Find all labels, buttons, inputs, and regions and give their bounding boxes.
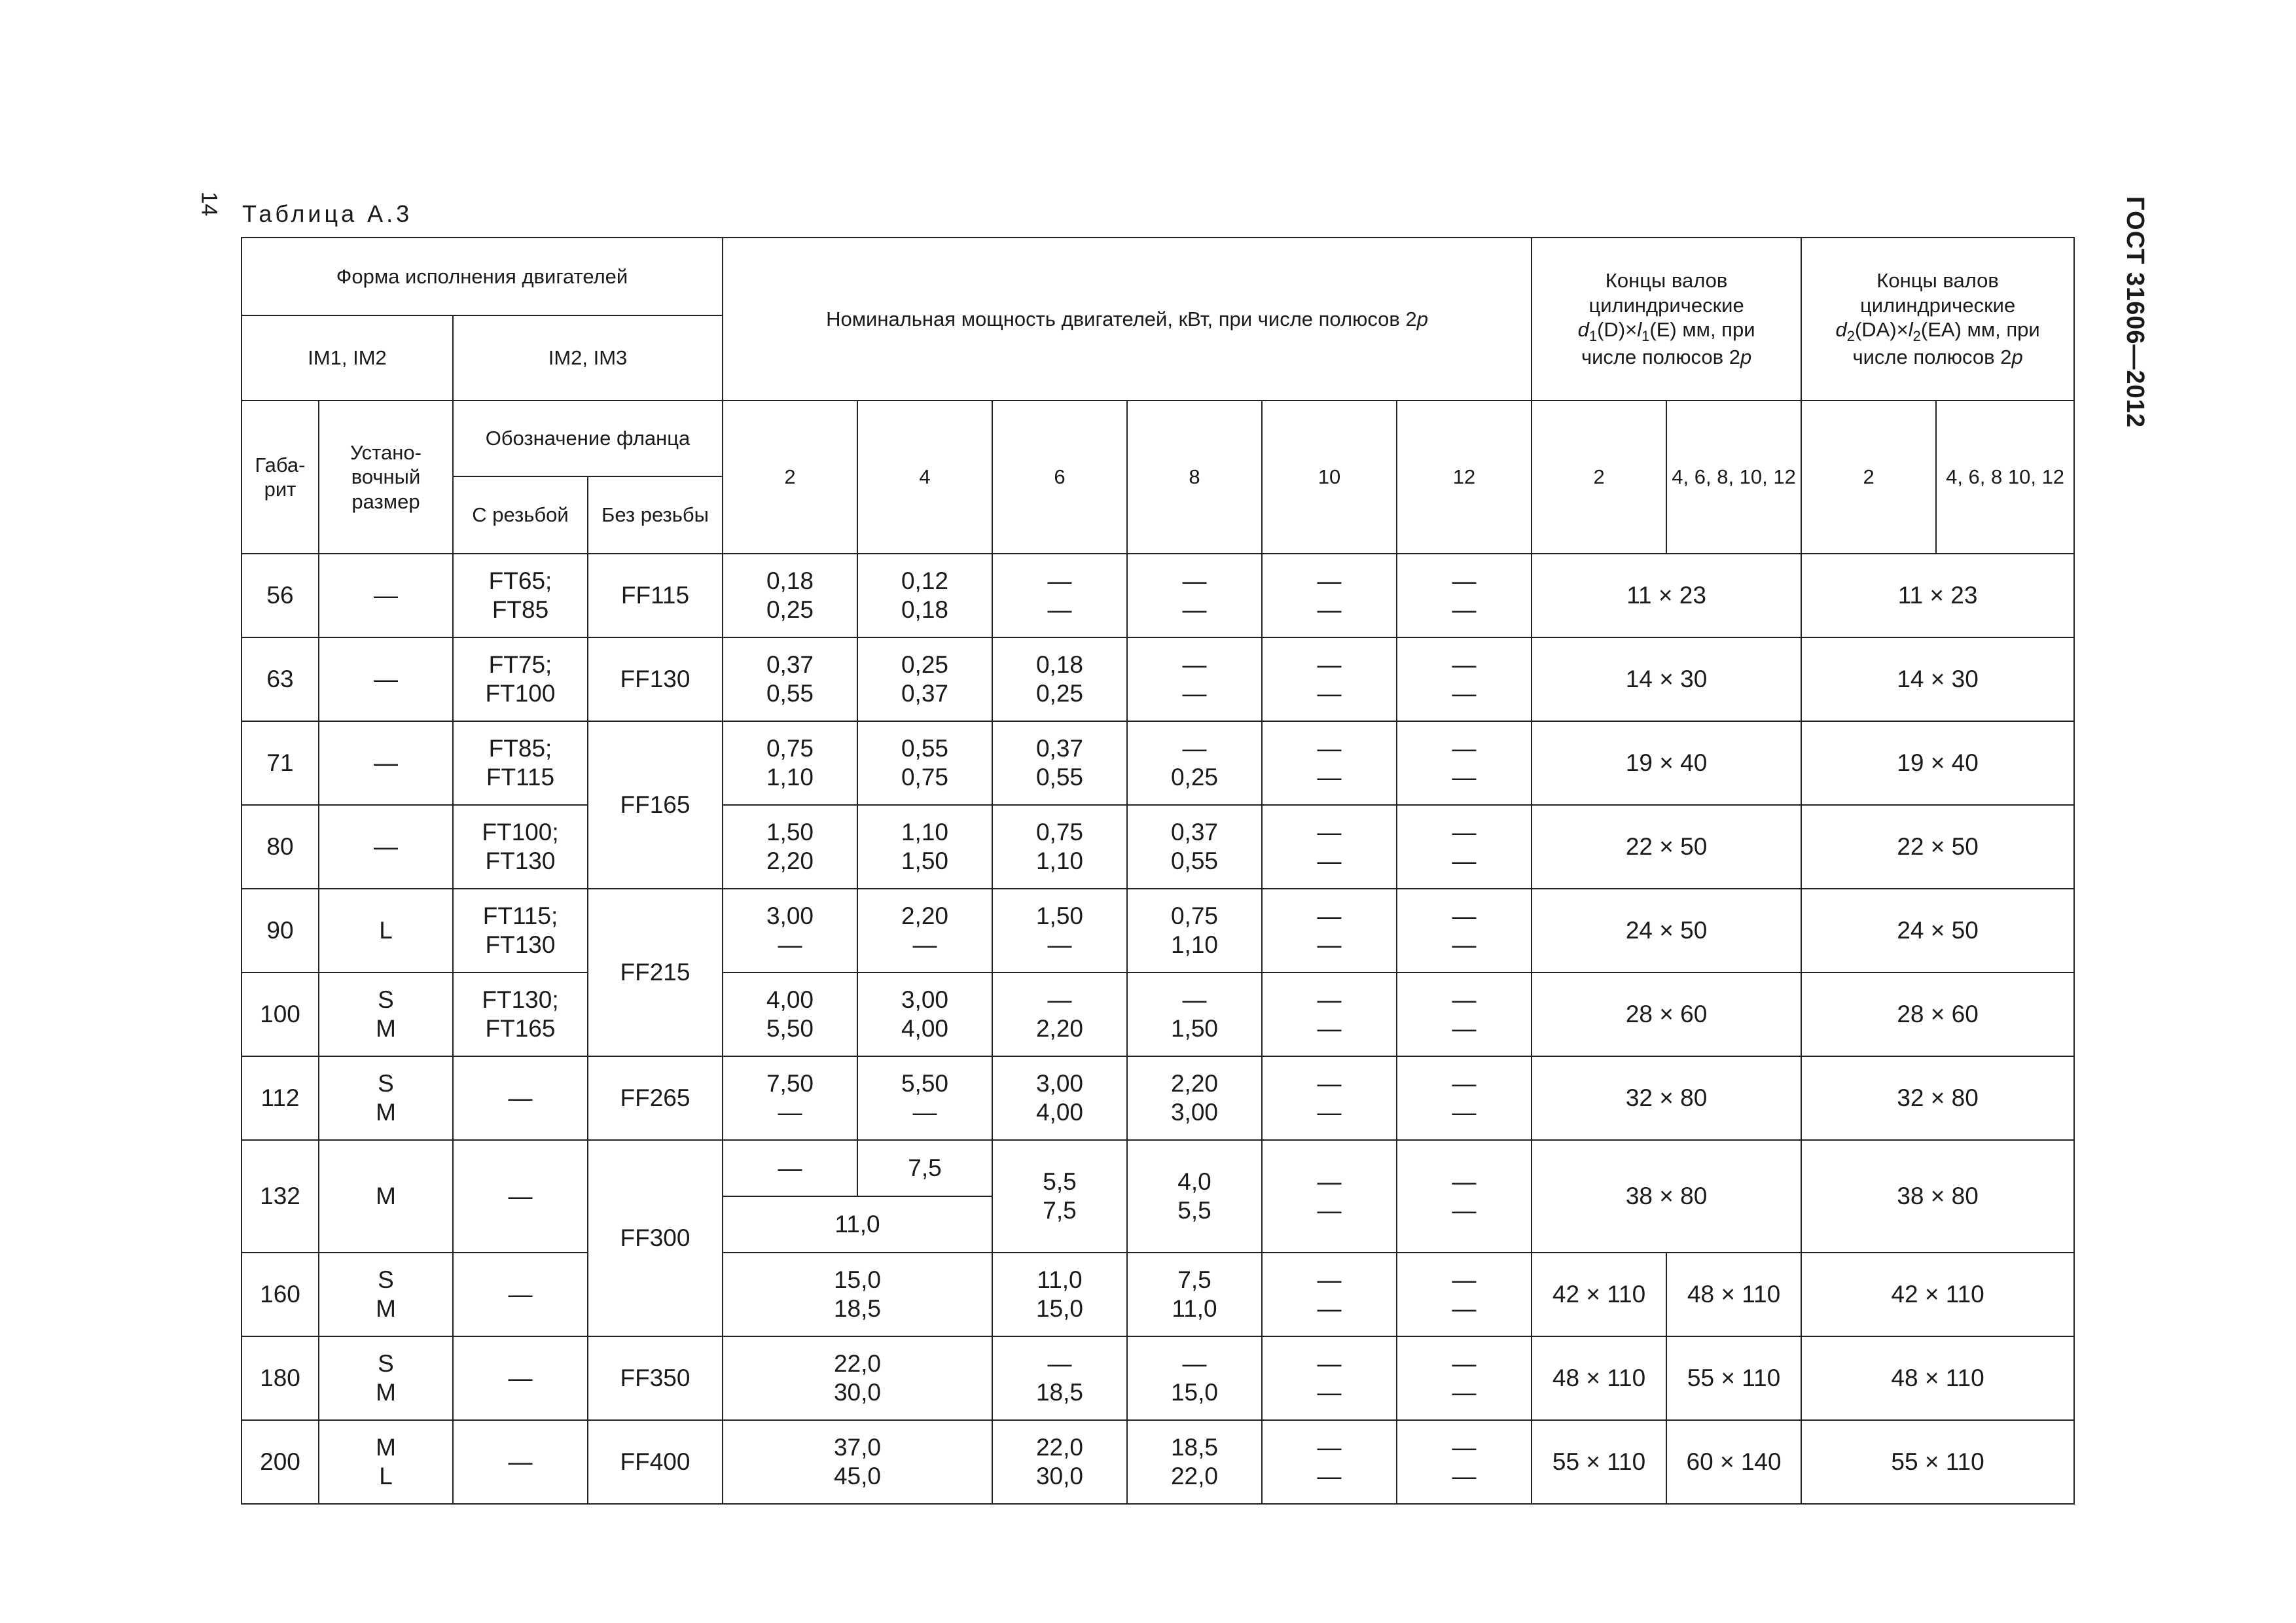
header-shaft-poles-d: 4, 6, 8 10, 12	[1936, 401, 2074, 554]
cell-frame: 56	[242, 554, 319, 637]
document-code: ГОСТ 31606—2012	[2121, 196, 2149, 429]
cell-p8: — —	[1127, 637, 1262, 721]
header-frame: Габа- рит	[242, 401, 319, 554]
cell-ft: FT75; FT100	[453, 637, 588, 721]
cell-ff: FF265	[588, 1056, 723, 1140]
cell-d1b: 55 × 110	[1666, 1336, 1801, 1420]
cell-mount: —	[319, 554, 453, 637]
cell-d2: 24 × 50	[1801, 889, 2074, 972]
cell-p8: — —	[1127, 554, 1262, 637]
cell-mount: M	[319, 1140, 453, 1253]
cell-frame: 112	[242, 1056, 319, 1140]
cell-d2: 38 × 80	[1801, 1140, 2074, 1253]
cell-mount: S M	[319, 1056, 453, 1140]
cell-p2: 3,00 —	[723, 889, 857, 972]
table-row	[242, 1253, 2074, 1336]
cell-p4: 1,10 1,50	[857, 805, 992, 889]
cell-p12: — —	[1397, 1140, 1532, 1253]
cell-d1b: 48 × 110	[1666, 1253, 1801, 1336]
cell-p6: 0,75 1,10	[992, 805, 1127, 889]
cell-p24-bottom: 11,0	[723, 1196, 992, 1253]
cell-d2: 48 × 110	[1801, 1336, 2074, 1420]
cell-d1a: 48 × 110	[1532, 1336, 1666, 1420]
cell-p4: 3,00 4,00	[857, 972, 992, 1056]
cell-p12: — —	[1397, 805, 1532, 889]
header-pole-4: 4	[857, 401, 992, 554]
cell-p8: — 0,25	[1127, 721, 1262, 805]
cell-frame: 80	[242, 805, 319, 889]
cell-p24: 22,0 30,0	[723, 1336, 992, 1420]
cell-d1b: 60 × 140	[1666, 1420, 1801, 1504]
cell-d2: 22 × 50	[1801, 805, 2074, 889]
cell-mount: S M	[319, 1336, 453, 1420]
cell-p2: 0,18 0,25	[723, 554, 857, 637]
header-flange: Обозначение фланца	[453, 401, 723, 476]
cell-p10: — —	[1262, 889, 1397, 972]
cell-ft: FT115; FT130	[453, 889, 588, 972]
cell-p4: 0,12 0,18	[857, 554, 992, 637]
cell-p6: 0,37 0,55	[992, 721, 1127, 805]
cell-d1: 11 × 23	[1532, 554, 1801, 637]
table-row	[242, 889, 2074, 972]
header-im1-im2: IM1, IM2	[242, 315, 453, 401]
cell-mount: L	[319, 889, 453, 972]
cell-ft: —	[453, 1056, 588, 1140]
page-number: 14	[196, 191, 222, 217]
header-threaded: С резьбой	[453, 476, 588, 554]
cell-p6: 11,0 15,0	[992, 1253, 1127, 1336]
cell-p8: 2,20 3,00	[1127, 1056, 1262, 1140]
cell-p12: — —	[1397, 1420, 1532, 1504]
cell-p4: 5,50 —	[857, 1056, 992, 1140]
cell-d2: 11 × 23	[1801, 554, 2074, 637]
cell-mount: S M	[319, 1253, 453, 1336]
cell-p8: — 15,0	[1127, 1336, 1262, 1420]
cell-p2: 0,37 0,55	[723, 637, 857, 721]
header-engine-form: Форма исполнения двигателей	[242, 238, 723, 315]
table-row	[242, 1420, 2074, 1504]
cell-p6: — —	[992, 554, 1127, 637]
cell-ff: FF300	[588, 1140, 723, 1336]
cell-mount: —	[319, 721, 453, 805]
table-row	[242, 1336, 2074, 1420]
cell-p6: 5,5 7,5	[992, 1140, 1127, 1253]
cell-frame: 63	[242, 637, 319, 721]
table-row	[242, 805, 2074, 889]
cell-p6: 22,0 30,0	[992, 1420, 1127, 1504]
cell-d1a: 55 × 110	[1532, 1420, 1666, 1504]
cell-d2: 55 × 110	[1801, 1420, 2074, 1504]
cell-p10: — —	[1262, 972, 1397, 1056]
cell-ft: —	[453, 1140, 588, 1253]
cell-d1: 19 × 40	[1532, 721, 1801, 805]
cell-d1: 32 × 80	[1532, 1056, 1801, 1140]
cell-p8: 0,37 0,55	[1127, 805, 1262, 889]
header-pole-6: 6	[992, 401, 1127, 554]
cell-p4-top: 7,5	[857, 1140, 992, 1196]
cell-p8: — 1,50	[1127, 972, 1262, 1056]
cell-p6: — 18,5	[992, 1336, 1127, 1420]
cell-ff: FF115	[588, 554, 723, 637]
cell-p10: — —	[1262, 1253, 1397, 1336]
header-power: Номинальная мощность двигателей, кВт, при числе полюсов 2p	[723, 238, 1532, 401]
cell-p12: — —	[1397, 721, 1532, 805]
cell-p12: — —	[1397, 1253, 1532, 1336]
cell-d2: 32 × 80	[1801, 1056, 2074, 1140]
cell-d1: 14 × 30	[1532, 637, 1801, 721]
table-row	[242, 554, 2074, 637]
header-unthreaded: Без резьбы	[588, 476, 723, 554]
cell-ft: FT100; FT130	[453, 805, 588, 889]
engine-dimensions-table	[241, 237, 2075, 1505]
cell-d1: 22 × 50	[1532, 805, 1801, 889]
header-shaft-ends-d1: Концы валов цилиндрические $d_1(D)\times l_1(E)$ мм, при числе полюсов 2p	[1532, 238, 1801, 401]
cell-p8: 7,5 11,0	[1127, 1253, 1262, 1336]
cell-d1a: 42 × 110	[1532, 1253, 1666, 1336]
cell-p4: 0,25 0,37	[857, 637, 992, 721]
header-pole-8: 8	[1127, 401, 1262, 554]
cell-ff: FF165	[588, 721, 723, 889]
cell-mount: S M	[319, 972, 453, 1056]
cell-p12: — —	[1397, 1056, 1532, 1140]
cell-p10: — —	[1262, 637, 1397, 721]
cell-p2: 4,00 5,50	[723, 972, 857, 1056]
cell-frame: 200	[242, 1420, 319, 1504]
cell-ft: FT85; FT115	[453, 721, 588, 805]
cell-p4: 2,20 —	[857, 889, 992, 972]
cell-mount: —	[319, 805, 453, 889]
cell-p24: 37,0 45,0	[723, 1420, 992, 1504]
table-caption: Таблица А.3	[242, 200, 413, 227]
table-row	[242, 1140, 2074, 1196]
cell-frame: 100	[242, 972, 319, 1056]
header-mount-size: Устано- вочный размер	[319, 401, 453, 554]
cell-p6: 3,00 4,00	[992, 1056, 1127, 1140]
header-shaft-poles-b: 4, 6, 8, 10, 12	[1666, 401, 1801, 554]
header-pole-12: 12	[1397, 401, 1532, 554]
cell-p2: 1,50 2,20	[723, 805, 857, 889]
cell-p10: — —	[1262, 1420, 1397, 1504]
cell-p10: — —	[1262, 721, 1397, 805]
cell-ff: FF350	[588, 1336, 723, 1420]
cell-p10: — —	[1262, 554, 1397, 637]
header-shaft-poles-a: 2	[1532, 401, 1666, 554]
cell-ft: —	[453, 1420, 588, 1504]
cell-mount: —	[319, 637, 453, 721]
cell-p6: 1,50 —	[992, 889, 1127, 972]
table-row	[242, 721, 2074, 805]
cell-p4: 0,55 0,75	[857, 721, 992, 805]
cell-p12: — —	[1397, 554, 1532, 637]
header-shaft-poles-c: 2	[1801, 401, 1936, 554]
cell-ff: FF400	[588, 1420, 723, 1504]
cell-p8: 4,0 5,5	[1127, 1140, 1262, 1253]
header-pole-10: 10	[1262, 401, 1397, 554]
cell-p24: 15,0 18,5	[723, 1253, 992, 1336]
cell-p8: 0,75 1,10	[1127, 889, 1262, 972]
cell-d1: 24 × 50	[1532, 889, 1801, 972]
cell-p12: — —	[1397, 889, 1532, 972]
cell-frame: 90	[242, 889, 319, 972]
cell-frame: 180	[242, 1336, 319, 1420]
cell-frame: 132	[242, 1140, 319, 1253]
cell-ft: —	[453, 1253, 588, 1336]
cell-p2: 7,50 —	[723, 1056, 857, 1140]
cell-p8: 18,5 22,0	[1127, 1420, 1262, 1504]
cell-p12: — —	[1397, 1336, 1532, 1420]
cell-d1: 28 × 60	[1532, 972, 1801, 1056]
cell-ff: FF130	[588, 637, 723, 721]
cell-ft: FT65; FT85	[453, 554, 588, 637]
cell-d2: 42 × 110	[1801, 1253, 2074, 1336]
cell-p10: — —	[1262, 805, 1397, 889]
header-im2-im3: IM2, IM3	[453, 315, 723, 401]
cell-d1: 38 × 80	[1532, 1140, 1801, 1253]
cell-p2: 0,75 1,10	[723, 721, 857, 805]
cell-p6: — 2,20	[992, 972, 1127, 1056]
header-pole-2: 2	[723, 401, 857, 554]
cell-ft: —	[453, 1336, 588, 1420]
cell-p6: 0,18 0,25	[992, 637, 1127, 721]
header-shaft-ends-d2: Концы валов цилиндрические $d_2(DA)\times l_2(EA)$ мм, при числе полюсов 2p	[1801, 238, 2074, 401]
cell-ft: FT130; FT165	[453, 972, 588, 1056]
cell-frame: 160	[242, 1253, 319, 1336]
table-row	[242, 637, 2074, 721]
cell-d2: 19 × 40	[1801, 721, 2074, 805]
cell-p10: — —	[1262, 1140, 1397, 1253]
cell-p2-top: —	[723, 1140, 857, 1196]
cell-d2: 28 × 60	[1801, 972, 2074, 1056]
cell-d2: 14 × 30	[1801, 637, 2074, 721]
table-row	[242, 1056, 2074, 1140]
cell-p10: — —	[1262, 1056, 1397, 1140]
cell-p12: — —	[1397, 972, 1532, 1056]
table-row	[242, 972, 2074, 1056]
cell-p12: — —	[1397, 637, 1532, 721]
cell-p10: — —	[1262, 1336, 1397, 1420]
cell-ff: FF215	[588, 889, 723, 1056]
cell-frame: 71	[242, 721, 319, 805]
cell-mount: M L	[319, 1420, 453, 1504]
